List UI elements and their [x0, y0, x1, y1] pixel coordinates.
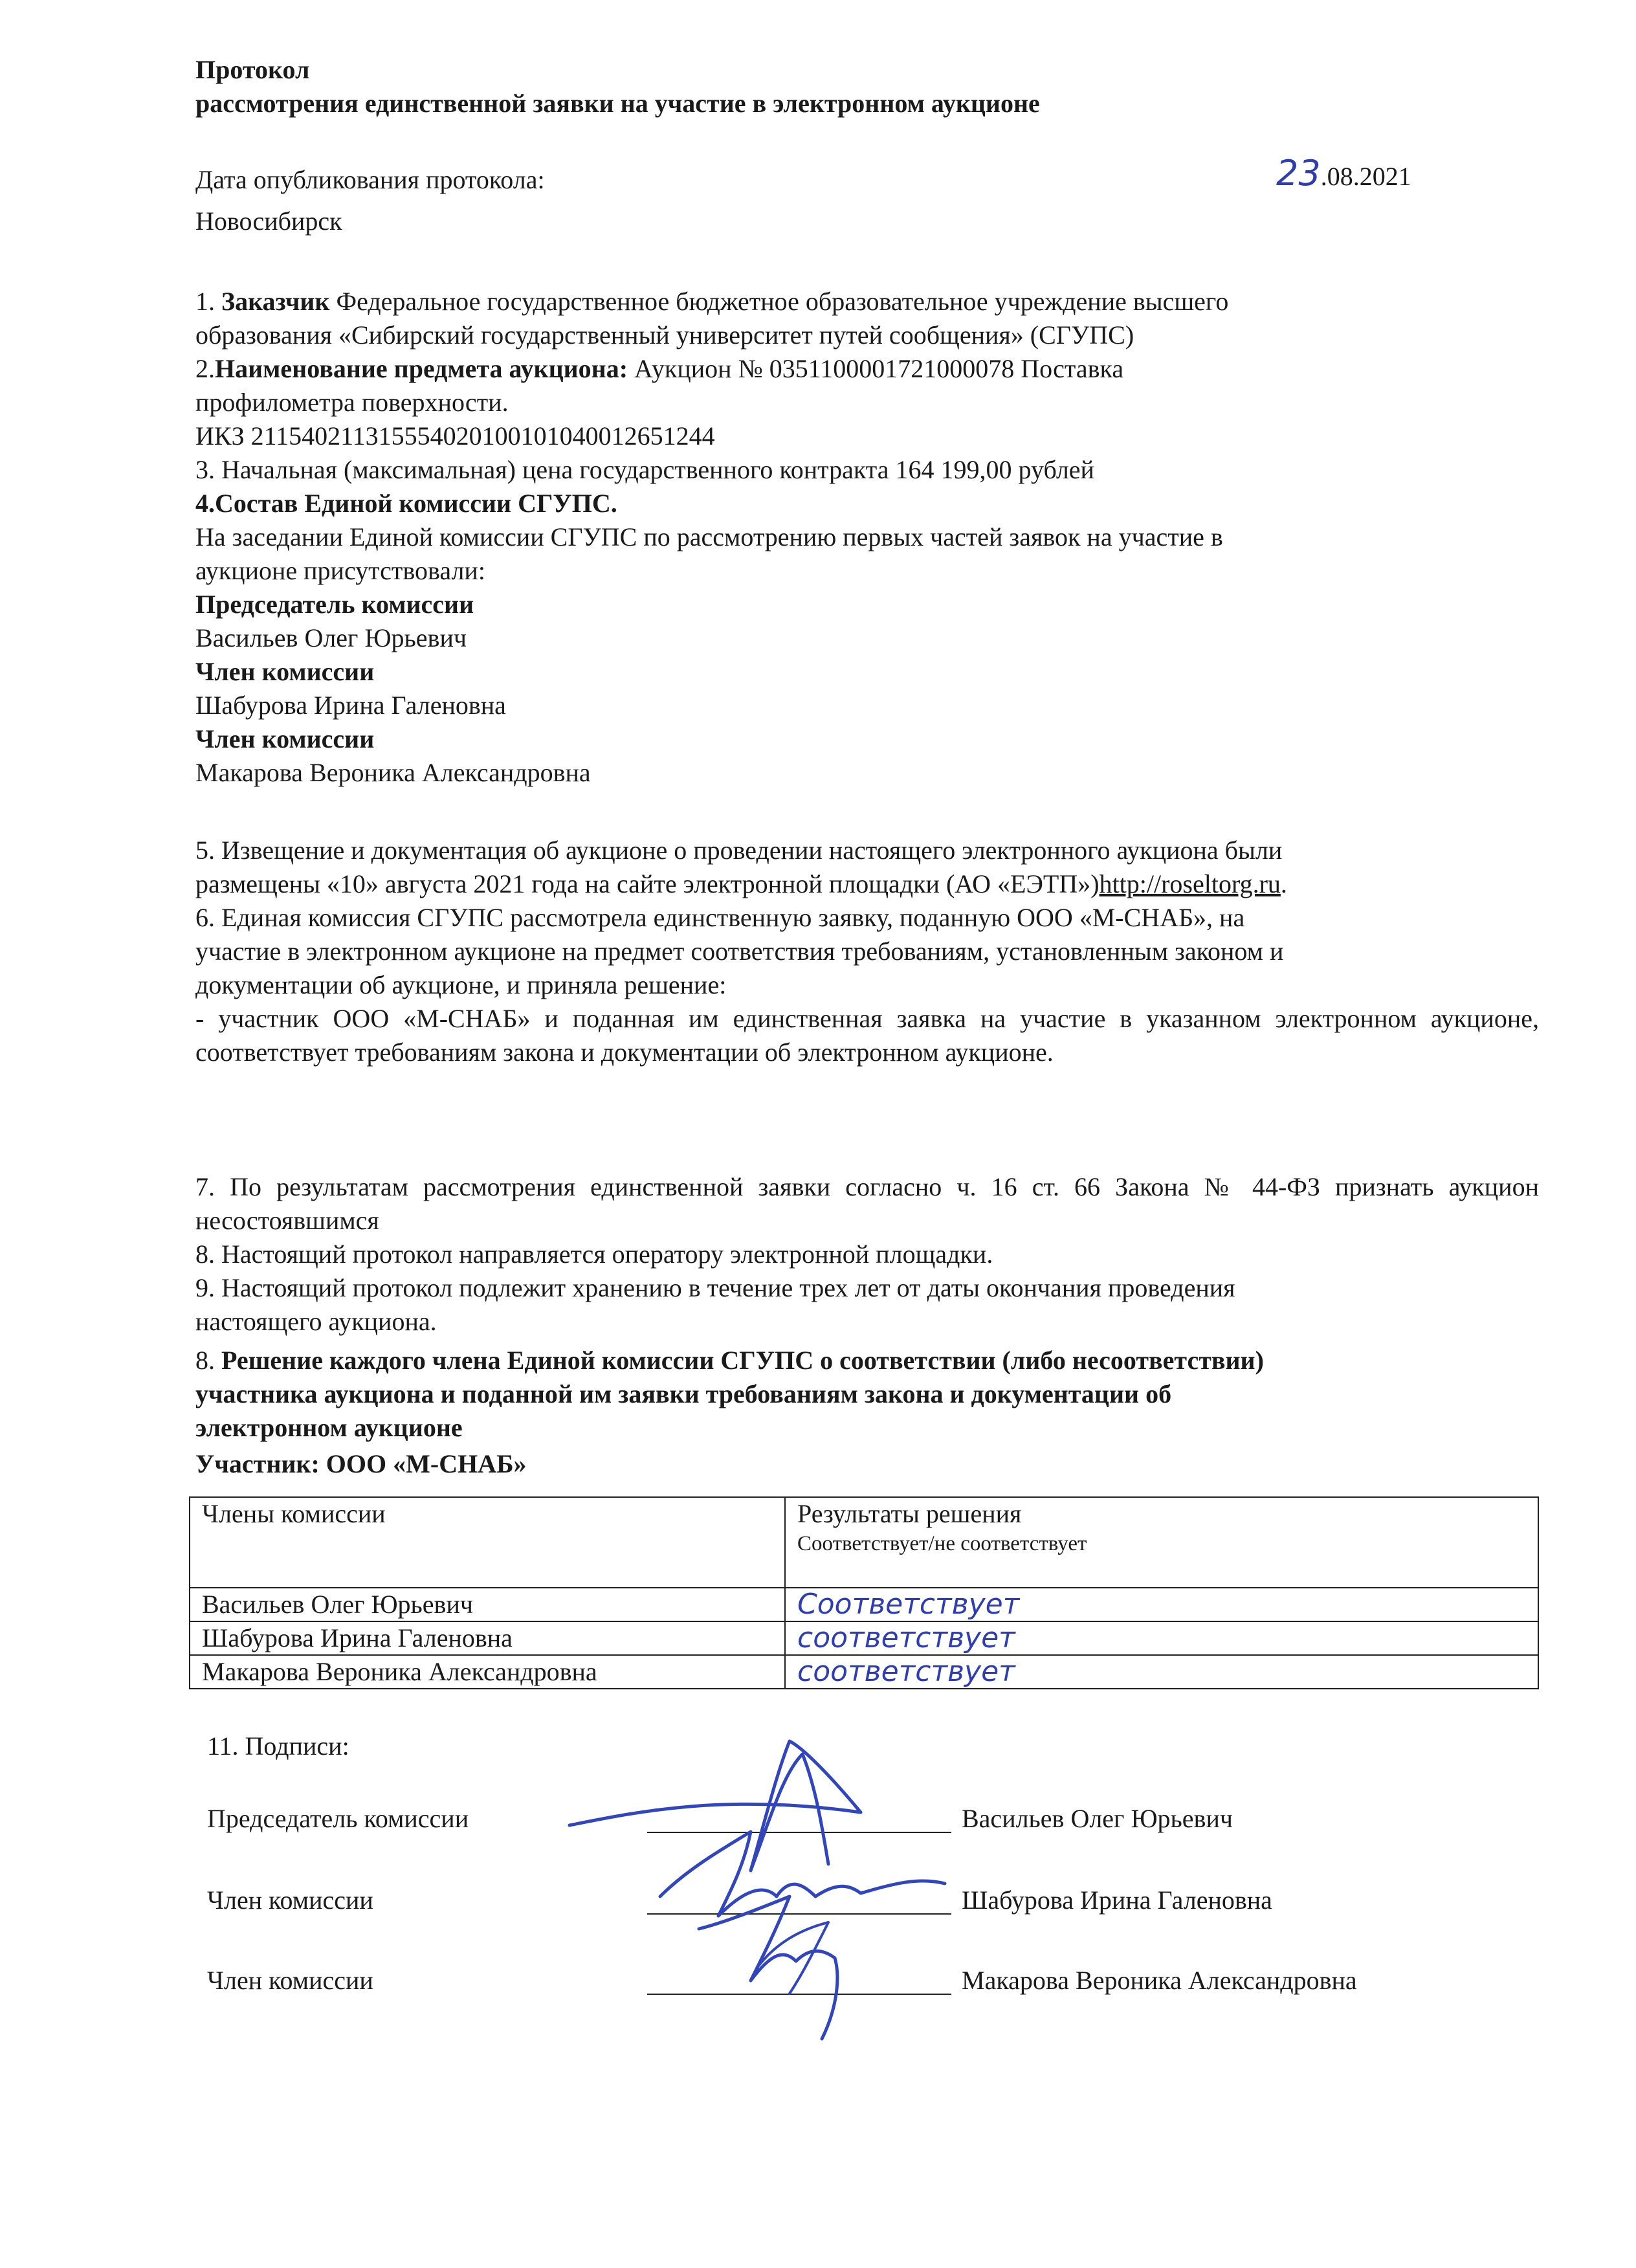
section-6-decision: - участник ООО «М-СНАБ» и поданная им единственная заявка на участие в указанном электронном аукционе, соответствует требованиям закона и документации об электронном аукционе.	[195, 1004, 1539, 1067]
member2-name: Макарова Вероника Александровна	[195, 758, 591, 787]
participant: Участник: ООО «М-СНАБ»	[195, 1449, 527, 1478]
sig-role-member2: Член комиссии	[207, 1966, 373, 1995]
row-result-handwritten: Соответствует	[785, 1588, 1538, 1621]
section-8b-b: участника аукциона и поданной им заявки требованиям закона и документации об	[195, 1379, 1172, 1408]
votes-table-header	[190, 1497, 1538, 1588]
row-result-handwritten: соответствует	[785, 1621, 1538, 1655]
sig-role-chair: Председатель комиссии	[207, 1804, 469, 1833]
chair-name: Васильев Олег Юрьевич	[195, 623, 467, 652]
row-member-name: Васильев Олег Юрьевич	[190, 1588, 785, 1621]
section-8b-title: Решение каждого члена Единой комиссии СГУПС о соответствии (либо несоответствии)	[221, 1346, 1264, 1375]
row-result-handwritten: соответствует	[785, 1655, 1538, 1689]
doc-title: Протокол	[195, 55, 310, 84]
section-5-a: 5. Извещение и документация об аукционе о проведении настоящего электронного аукциона были	[195, 836, 1283, 865]
section-7: 7. По результатам рассмотрения единственной заявки согласно ч. 16 ст. 66 Закона № 44-ФЗ признать аукцион несостоявшимся	[195, 1172, 1539, 1235]
section-6-c: документации об аукционе, и приняла решение:	[195, 970, 727, 999]
publish-date	[1276, 153, 1411, 194]
city: Новосибирск	[195, 206, 342, 236]
ikz-line: ИКЗ 211540211315554020100101040012651244	[195, 421, 715, 450]
member1-name: Шабурова Ирина Галеновна	[195, 691, 506, 720]
member1-role: Член комиссии	[195, 657, 375, 686]
sig-name-member2: Макарова Вероника Александровна	[962, 1966, 1357, 1995]
chair-role: Председатель комиссии	[195, 590, 474, 619]
publish-date-label: Дата опубликования протокола:	[195, 165, 545, 194]
row-member-name: Шабурова Ирина Галеновна	[190, 1621, 785, 1655]
etp-link[interactable]: http://roseltorg.ru	[1099, 869, 1281, 898]
section-1-line-b: образования «Сибирский государственный университет путей сообщения» (СГУПС)	[195, 320, 1134, 350]
section-1-line-a	[195, 285, 1228, 318]
section-8: 8. Настоящий протокол направляется оператору электронной площадки.	[195, 1240, 993, 1269]
doc-subtitle: рассмотрения единственной заявки на участие в электронном аукционе	[195, 89, 1040, 118]
section-8b-c: электронном аукционе	[195, 1413, 463, 1442]
sig-name-chair: Васильев Олег Юрьевич	[962, 1804, 1233, 1833]
section-2-label: Наименование предмета аукциона:	[215, 354, 628, 383]
section-4-text-b: аукционе присутствовали:	[195, 556, 485, 585]
publish-date-day-handwritten: 23	[1276, 153, 1321, 194]
publish-date-rest: .08.2021	[1320, 162, 1411, 191]
section-8b-number: 8.	[195, 1346, 221, 1375]
votes-table	[189, 1496, 1539, 1689]
table-row	[190, 1621, 1538, 1655]
section-2-line-b: профилометра поверхности.	[195, 388, 509, 417]
section-6-a: 6. Единая комиссия СГУПС рассмотрела единственную заявку, поданную ООО «М-СНАБ», на	[195, 903, 1245, 932]
section-5-text: размещены «10» августа 2021 года на сайте электронной площадки (АО «ЕЭТП»)	[195, 869, 1100, 898]
header-members: Члены комиссии	[190, 1497, 785, 1588]
section-2-number: 2.	[195, 354, 215, 383]
table-row	[190, 1655, 1538, 1689]
member2-role: Член комиссии	[195, 724, 375, 753]
header-results-subtitle: Соответствует/не соответствует	[797, 1532, 1087, 1555]
section-9-b: настоящего аукциона.	[195, 1307, 437, 1336]
sig-name-member1: Шабурова Ирина Галеновна	[962, 1885, 1272, 1915]
section-2-line-a	[195, 352, 1123, 386]
header-results	[785, 1497, 1538, 1588]
section-1-number: 1.	[195, 287, 221, 316]
section-5-b	[195, 867, 1287, 901]
section-8b-a	[195, 1344, 1264, 1377]
section-1-text: Федеральное государственное бюджетное образовательное учреждение высшего	[329, 287, 1229, 316]
signature-scribbles	[557, 1735, 971, 2058]
signatures-title: 11. Подписи:	[207, 1731, 349, 1761]
section-5-period: .	[1280, 869, 1287, 898]
table-row	[190, 1588, 1538, 1621]
section-4-text-a: На заседании Единой комиссии СГУПС по рассмотрению первых частей заявок на участие в	[195, 522, 1223, 551]
section-9-a: 9. Настоящий протокол подлежит хранению в течение трех лет от даты окончания проведения	[195, 1273, 1235, 1302]
section-1-label: Заказчик	[221, 287, 330, 316]
section-6-b: участие в электронном аукционе на предмет соответствия требованиям, установленным законом и	[195, 937, 1284, 966]
row-member-name: Макарова Вероника Александровна	[190, 1655, 785, 1689]
section-2-text: Аукцион № 0351100001721000078 Поставка	[628, 354, 1124, 383]
section-4-title: 4.Состав Единой комиссии СГУПС.	[195, 489, 617, 518]
sig-role-member1: Член комиссии	[207, 1885, 373, 1915]
header-results-title: Результаты решения	[797, 1499, 1022, 1528]
section-3: 3. Начальная (максимальная) цена государственного контракта 164 199,00 рублей	[195, 455, 1094, 484]
